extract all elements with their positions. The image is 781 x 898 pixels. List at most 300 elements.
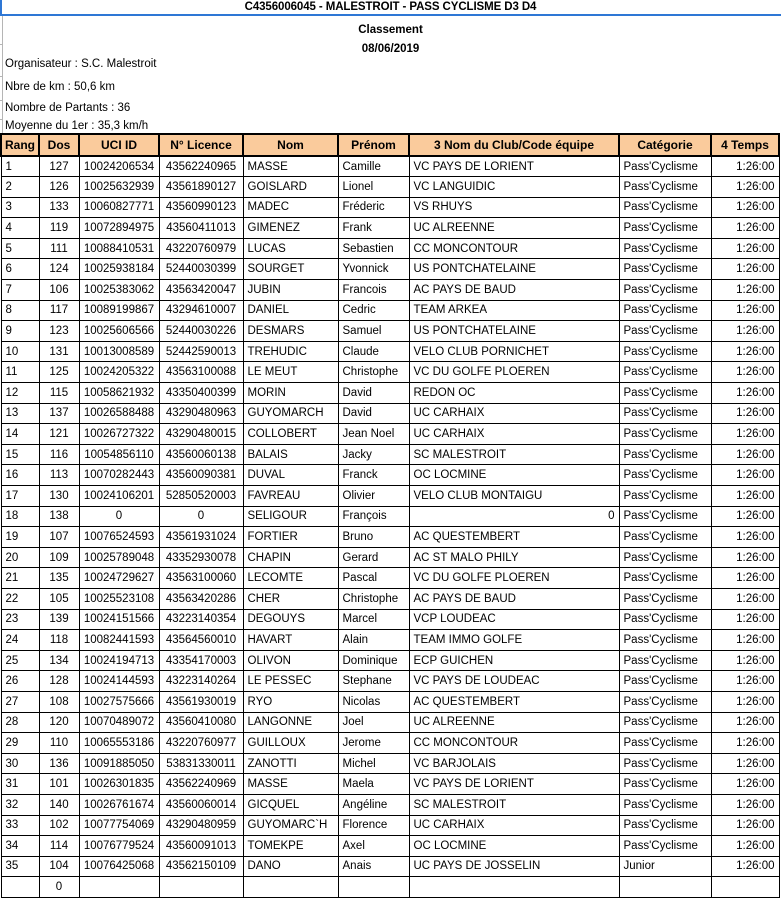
- cell-nom: JUBIN: [243, 280, 338, 301]
- cell-temps: 1:26:00: [711, 197, 779, 218]
- cell-club: VC LANGUIDIC: [409, 177, 619, 198]
- cell-prenom: Maela: [338, 774, 409, 795]
- cell-temps: 1:26:00: [711, 609, 779, 630]
- cell-nom: CHAPIN: [243, 547, 338, 568]
- cell-licence: 43290480963: [159, 403, 243, 424]
- cell-nom: COLLOBERT: [243, 424, 338, 445]
- table-row: [1, 486, 779, 507]
- cell-categorie: Pass'Cyclisme: [619, 465, 711, 486]
- cell-dos: 134: [39, 650, 79, 671]
- cell-rang: 32: [1, 794, 39, 815]
- table-row: [1, 609, 779, 630]
- cell-uci-id: 10013008589: [79, 341, 159, 362]
- cell-dos: 138: [39, 506, 79, 527]
- cell-dos: 0: [39, 877, 79, 898]
- cell-temps: 1:26:00: [711, 630, 779, 651]
- cell-uci-id: 10024151566: [79, 609, 159, 630]
- cell-categorie: Pass'Cyclisme: [619, 568, 711, 589]
- cell-uci-id: 10025606566: [79, 321, 159, 342]
- cell-club: UC CARHAIX: [409, 815, 619, 836]
- starters-line: Nombre de Partants : 36: [5, 102, 131, 114]
- cell-licence: 43223140264: [159, 671, 243, 692]
- cell-dos: 111: [39, 238, 79, 259]
- results-table: [0, 133, 780, 898]
- cell-prenom: François: [338, 506, 409, 527]
- cell-prenom: Claude: [338, 341, 409, 362]
- cell-categorie: Pass'Cyclisme: [619, 280, 711, 301]
- cell-dos: 115: [39, 383, 79, 404]
- table-row: [1, 238, 779, 259]
- row-gridline-tick: [0, 100, 3, 101]
- cell-nom: SELIGOUR: [243, 506, 338, 527]
- cell-club: VC PAYS DE LORIENT: [409, 156, 619, 177]
- cell-temps: 1:26:00: [711, 568, 779, 589]
- cell-prenom: Fréderic: [338, 197, 409, 218]
- row-gridline-tick: [0, 119, 3, 120]
- cell-temps: 1:26:00: [711, 650, 779, 671]
- cell-licence: 43350400399: [159, 383, 243, 404]
- cell-dos: 124: [39, 259, 79, 280]
- cell-categorie: Pass'Cyclisme: [619, 691, 711, 712]
- cell-nom: LE MEUT: [243, 362, 338, 383]
- cell-uci-id: 10089199867: [79, 300, 159, 321]
- column-header-temps: 4 Temps: [711, 134, 779, 156]
- cell-club: 0: [409, 506, 619, 527]
- table-row: [1, 836, 779, 857]
- cell-uci-id: 10024206534: [79, 156, 159, 177]
- cell-club: VC PAYS DE LOUDEAC: [409, 671, 619, 692]
- cell-prenom: Olivier: [338, 486, 409, 507]
- table-row: [1, 671, 779, 692]
- cell-uci-id: 10025938184: [79, 259, 159, 280]
- cell-nom: HAVART: [243, 630, 338, 651]
- cell-uci-id: 10070489072: [79, 712, 159, 733]
- cell-dos: 137: [39, 403, 79, 424]
- cell-licence: [159, 877, 243, 898]
- cell-licence: 43563100060: [159, 568, 243, 589]
- cell-prenom: David: [338, 403, 409, 424]
- cell-temps: 1:26:00: [711, 753, 779, 774]
- cell-nom: BALAIS: [243, 444, 338, 465]
- cell-licence: 43560990123: [159, 197, 243, 218]
- cell-uci-id: 10025789048: [79, 547, 159, 568]
- cell-prenom: Anais: [338, 856, 409, 877]
- cell-licence: 52440030399: [159, 259, 243, 280]
- classement-label: Classement: [358, 24, 423, 36]
- cell-categorie: [619, 877, 711, 898]
- cell-rang: 30: [1, 753, 39, 774]
- cell-rang: 2: [1, 177, 39, 198]
- cell-categorie: Pass'Cyclisme: [619, 815, 711, 836]
- table-row: [1, 424, 779, 445]
- table-row: [1, 259, 779, 280]
- cell-nom: GICQUEL: [243, 794, 338, 815]
- cell-nom: SOURGET: [243, 259, 338, 280]
- cell-club: VC DU GOLFE PLOEREN: [409, 568, 619, 589]
- cell-uci-id: 10024106201: [79, 486, 159, 507]
- cell-dos: 118: [39, 630, 79, 651]
- cell-categorie: Pass'Cyclisme: [619, 774, 711, 795]
- cell-club: [409, 877, 619, 898]
- cell-categorie: Pass'Cyclisme: [619, 794, 711, 815]
- cell-temps: 1:26:00: [711, 815, 779, 836]
- cell-nom: GUILLOUX: [243, 733, 338, 754]
- cell-dos: 130: [39, 486, 79, 507]
- cell-licence: 43561931024: [159, 527, 243, 548]
- cell-rang: 18: [1, 506, 39, 527]
- cell-nom: DANIEL: [243, 300, 338, 321]
- cell-licence: 43562240969: [159, 774, 243, 795]
- table-row: [1, 280, 779, 301]
- cell-uci-id: 10076524593: [79, 527, 159, 548]
- cell-prenom: Jerome: [338, 733, 409, 754]
- cell-licence: 43220760979: [159, 238, 243, 259]
- cell-rang: 31: [1, 774, 39, 795]
- cell-licence: 43220760977: [159, 733, 243, 754]
- cell-categorie: Pass'Cyclisme: [619, 156, 711, 177]
- cell-club: AC PAYS DE BAUD: [409, 280, 619, 301]
- cell-categorie: Pass'Cyclisme: [619, 506, 711, 527]
- cell-temps: 1:26:00: [711, 671, 779, 692]
- cell-categorie: Pass'Cyclisme: [619, 527, 711, 548]
- table-row: [1, 650, 779, 671]
- cell-uci-id: 10027575666: [79, 691, 159, 712]
- cell-licence: 43223140354: [159, 609, 243, 630]
- cell-dos: 136: [39, 753, 79, 774]
- cell-temps: 1:26:00: [711, 300, 779, 321]
- column-header-uci-id: UCI ID: [79, 134, 159, 156]
- cell-temps: 1:26:00: [711, 856, 779, 877]
- cell-nom: OLIVON: [243, 650, 338, 671]
- cell-categorie: Pass'Cyclisme: [619, 733, 711, 754]
- cell-prenom: Stephane: [338, 671, 409, 692]
- cell-prenom: Bruno: [338, 527, 409, 548]
- cell-dos: 140: [39, 794, 79, 815]
- cell-rang: 24: [1, 630, 39, 651]
- cell-categorie: Pass'Cyclisme: [619, 341, 711, 362]
- cell-dos: 131: [39, 341, 79, 362]
- cell-uci-id: 10024205322: [79, 362, 159, 383]
- cell-licence: 43352930078: [159, 547, 243, 568]
- cell-dos: 135: [39, 568, 79, 589]
- cell-nom: DUVAL: [243, 465, 338, 486]
- cell-dos: 119: [39, 218, 79, 239]
- cell-uci-id: 10082441593: [79, 630, 159, 651]
- cell-prenom: Marcel: [338, 609, 409, 630]
- cell-temps: 1:26:00: [711, 836, 779, 857]
- cell-rang: 6: [1, 259, 39, 280]
- cell-prenom: Jean Noel: [338, 424, 409, 445]
- cell-dos: 121: [39, 424, 79, 445]
- cell-categorie: Pass'Cyclisme: [619, 238, 711, 259]
- column-header-licence: N° Licence: [159, 134, 243, 156]
- cell-temps: 1:26:00: [711, 259, 779, 280]
- cell-categorie: Pass'Cyclisme: [619, 444, 711, 465]
- cell-club: CC MONCONTOUR: [409, 238, 619, 259]
- cell-uci-id: 10026761674: [79, 794, 159, 815]
- cell-prenom: Lionel: [338, 177, 409, 198]
- cell-licence: 43290480015: [159, 424, 243, 445]
- cell-uci-id: 10024194713: [79, 650, 159, 671]
- cell-dos: 113: [39, 465, 79, 486]
- cell-licence: 43561930019: [159, 691, 243, 712]
- cell-club: OC LOCMINE: [409, 836, 619, 857]
- cell-uci-id: 10026588488: [79, 403, 159, 424]
- cell-temps: 1:26:00: [711, 547, 779, 568]
- cell-categorie: Pass'Cyclisme: [619, 259, 711, 280]
- cell-club: VELO CLUB PORNICHET: [409, 341, 619, 362]
- table-row: [1, 403, 779, 424]
- cell-dos: 133: [39, 197, 79, 218]
- cell-nom: LECOMTE: [243, 568, 338, 589]
- cell-rang: 10: [1, 341, 39, 362]
- cell-temps: 1:26:00: [711, 794, 779, 815]
- cell-licence: 43562150109: [159, 856, 243, 877]
- cell-licence: 43560060014: [159, 794, 243, 815]
- cell-club: AC QUESTEMBERT: [409, 691, 619, 712]
- cell-dos: 126: [39, 177, 79, 198]
- cell-licence: 53831330011: [159, 753, 243, 774]
- cell-licence: 43561890127: [159, 177, 243, 198]
- cell-club: AC QUESTEMBERT: [409, 527, 619, 548]
- cell-prenom: David: [338, 383, 409, 404]
- cell-rang: 12: [1, 383, 39, 404]
- cell-licence: 52440030226: [159, 321, 243, 342]
- cell-club: OC LOCMINE: [409, 465, 619, 486]
- cell-categorie: Pass'Cyclisme: [619, 547, 711, 568]
- cell-nom: CHER: [243, 588, 338, 609]
- cell-dos: 104: [39, 856, 79, 877]
- cell-club: VC BARJOLAIS: [409, 753, 619, 774]
- cell-licence: 52442590013: [159, 341, 243, 362]
- table-row: [1, 197, 779, 218]
- cell-club: VC DU GOLFE PLOEREN: [409, 362, 619, 383]
- column-header-categorie: Catégorie: [619, 134, 711, 156]
- table-row: [1, 630, 779, 651]
- cell-temps: 1:26:00: [711, 424, 779, 445]
- cell-temps: 1:26:00: [711, 218, 779, 239]
- cell-licence: 43560410080: [159, 712, 243, 733]
- cell-licence: 43562240965: [159, 156, 243, 177]
- column-header-dos: Dos: [39, 134, 79, 156]
- cell-categorie: Junior: [619, 856, 711, 877]
- cell-temps: 1:26:00: [711, 321, 779, 342]
- cell-nom: GIMENEZ: [243, 218, 338, 239]
- cell-nom: FAVREAU: [243, 486, 338, 507]
- cell-dos: 139: [39, 609, 79, 630]
- cell-categorie: Pass'Cyclisme: [619, 197, 711, 218]
- table-row: [1, 383, 779, 404]
- table-row: [1, 321, 779, 342]
- cell-rang: 3: [1, 197, 39, 218]
- cell-club: VC PAYS DE LORIENT: [409, 774, 619, 795]
- cell-club: CC MONCONTOUR: [409, 733, 619, 754]
- cell-prenom: Franck: [338, 465, 409, 486]
- cell-nom: LE PESSEC: [243, 671, 338, 692]
- cell-uci-id: 10077754069: [79, 815, 159, 836]
- cell-nom: ZANOTTI: [243, 753, 338, 774]
- cell-temps: 1:26:00: [711, 588, 779, 609]
- cell-licence: 43560411013: [159, 218, 243, 239]
- cell-rang: 34: [1, 836, 39, 857]
- cell-club: UC ALREENNE: [409, 218, 619, 239]
- cell-categorie: Pass'Cyclisme: [619, 630, 711, 651]
- cell-licence: 43564560010: [159, 630, 243, 651]
- cell-categorie: Pass'Cyclisme: [619, 321, 711, 342]
- cell-club: UC CARHAIX: [409, 424, 619, 445]
- cell-club: TEAM IMMO GOLFE: [409, 630, 619, 651]
- table-row: [1, 444, 779, 465]
- cell-club: VCP LOUDEAC: [409, 609, 619, 630]
- cell-temps: 1:26:00: [711, 156, 779, 177]
- cell-rang: 27: [1, 691, 39, 712]
- cell-categorie: Pass'Cyclisme: [619, 588, 711, 609]
- page-title: C4356006045 - MALESTROIT - PASS CYCLISME D3 D4: [244, 1, 537, 13]
- cell-temps: 1:26:00: [711, 362, 779, 383]
- table-row: [1, 341, 779, 362]
- cell-club: UC ALREENNE: [409, 712, 619, 733]
- cell-prenom: Cedric: [338, 300, 409, 321]
- cell-prenom: Joel: [338, 712, 409, 733]
- cell-nom: MADEC: [243, 197, 338, 218]
- row-gridline-tick: [0, 44, 3, 45]
- cell-prenom: Dominique: [338, 650, 409, 671]
- cell-uci-id: [79, 877, 159, 898]
- cell-temps: 1:26:00: [711, 486, 779, 507]
- cell-rang: 4: [1, 218, 39, 239]
- cell-temps: 1:26:00: [711, 383, 779, 404]
- cell-temps: [711, 877, 779, 898]
- table-row: [1, 733, 779, 754]
- cell-categorie: Pass'Cyclisme: [619, 609, 711, 630]
- cell-licence: 43563420286: [159, 588, 243, 609]
- cell-categorie: Pass'Cyclisme: [619, 362, 711, 383]
- cell-rang: 20: [1, 547, 39, 568]
- cell-club: ECP GUICHEN: [409, 650, 619, 671]
- cell-rang: 1: [1, 156, 39, 177]
- cell-uci-id: 10026301835: [79, 774, 159, 795]
- cell-dos: 128: [39, 671, 79, 692]
- cell-nom: DEGOUYS: [243, 609, 338, 630]
- cell-nom: MORIN: [243, 383, 338, 404]
- cell-dos: 117: [39, 300, 79, 321]
- race-date: 08/06/2019: [361, 43, 420, 55]
- cell-rang: 35: [1, 856, 39, 877]
- cell-licence: 0: [159, 506, 243, 527]
- cell-prenom: Alain: [338, 630, 409, 651]
- cell-rang: 29: [1, 733, 39, 754]
- cell-categorie: Pass'Cyclisme: [619, 836, 711, 857]
- cell-club: REDON OC: [409, 383, 619, 404]
- cell-prenom: Samuel: [338, 321, 409, 342]
- cell-nom: [243, 877, 338, 898]
- cell-rang: 16: [1, 465, 39, 486]
- cell-uci-id: 10025383062: [79, 280, 159, 301]
- cell-nom: GUYOMARCH: [243, 403, 338, 424]
- cell-dos: 116: [39, 444, 79, 465]
- column-header-club: 3 Nom du Club/Code équipe: [409, 134, 619, 156]
- cell-prenom: Axel: [338, 836, 409, 857]
- cell-uci-id: 10058621932: [79, 383, 159, 404]
- cell-temps: 1:26:00: [711, 465, 779, 486]
- distance-line: Nbre de km : 50,6 km: [5, 81, 115, 93]
- cell-categorie: Pass'Cyclisme: [619, 753, 711, 774]
- cell-club: VELO CLUB MONTAIGU: [409, 486, 619, 507]
- cell-categorie: Pass'Cyclisme: [619, 403, 711, 424]
- cell-nom: RYO: [243, 691, 338, 712]
- cell-rang: 13: [1, 403, 39, 424]
- cell-licence: 52850520003: [159, 486, 243, 507]
- cell-prenom: Jacky: [338, 444, 409, 465]
- cell-prenom: Christophe: [338, 362, 409, 383]
- table-row: [1, 156, 779, 177]
- cell-prenom: Francois: [338, 280, 409, 301]
- table-row: [1, 547, 779, 568]
- cell-categorie: Pass'Cyclisme: [619, 424, 711, 445]
- cell-prenom: Pascal: [338, 568, 409, 589]
- title-blue-rule: [0, 14, 781, 16]
- cell-uci-id: 10072894975: [79, 218, 159, 239]
- cell-temps: 1:26:00: [711, 238, 779, 259]
- table-row: [1, 177, 779, 198]
- cell-dos: 110: [39, 733, 79, 754]
- left-gridline: [2, 16, 3, 133]
- table-row: [1, 568, 779, 589]
- cell-categorie: Pass'Cyclisme: [619, 177, 711, 198]
- organizer-line: Organisateur : S.C. Malestroit: [5, 58, 157, 70]
- table-row: [1, 691, 779, 712]
- cell-nom: FORTIER: [243, 527, 338, 548]
- table-row: [1, 856, 779, 877]
- cell-club: SC MALESTROIT: [409, 794, 619, 815]
- row-gridline-tick: [0, 76, 3, 77]
- cell-rang: 19: [1, 527, 39, 548]
- average-speed-line: Moyenne du 1er : 35,3 km/h: [5, 120, 149, 132]
- table-row: [1, 465, 779, 486]
- table-row: [1, 774, 779, 795]
- column-header-nom: Nom: [243, 134, 338, 156]
- cell-uci-id: 10026727322: [79, 424, 159, 445]
- cell-club: AC PAYS DE BAUD: [409, 588, 619, 609]
- cell-prenom: Gerard: [338, 547, 409, 568]
- cell-temps: 1:26:00: [711, 280, 779, 301]
- cell-rang: 23: [1, 609, 39, 630]
- cell-rang: 9: [1, 321, 39, 342]
- cell-temps: 1:26:00: [711, 527, 779, 548]
- cell-rang: 21: [1, 568, 39, 589]
- cell-uci-id: 10025632939: [79, 177, 159, 198]
- cell-dos: 120: [39, 712, 79, 733]
- cell-uci-id: 10076425068: [79, 856, 159, 877]
- cell-club: AC ST MALO PHILY: [409, 547, 619, 568]
- table-row: [1, 815, 779, 836]
- cell-rang: 11: [1, 362, 39, 383]
- table-row: [1, 588, 779, 609]
- header-row: [1, 134, 779, 156]
- cell-prenom: Angéline: [338, 794, 409, 815]
- cell-club: SC MALESTROIT: [409, 444, 619, 465]
- cell-prenom: Frank: [338, 218, 409, 239]
- cell-dos: 127: [39, 156, 79, 177]
- cell-dos: 123: [39, 321, 79, 342]
- table-row: [1, 300, 779, 321]
- cell-licence: 43560060138: [159, 444, 243, 465]
- cell-club: VS RHUYS: [409, 197, 619, 218]
- cell-dos: 108: [39, 691, 79, 712]
- cell-club: US PONTCHATELAINE: [409, 321, 619, 342]
- cell-nom: LANGONNE: [243, 712, 338, 733]
- cell-rang: 14: [1, 424, 39, 445]
